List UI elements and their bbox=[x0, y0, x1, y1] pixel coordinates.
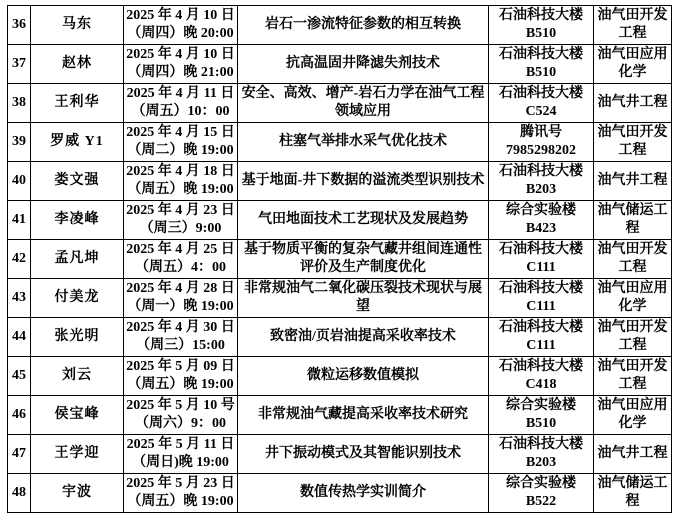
row-number-cell: 39 bbox=[8, 123, 31, 162]
lecture-time: （周二）晚 19:00 bbox=[127, 143, 234, 158]
datetime-cell bbox=[124, 240, 238, 279]
table-row bbox=[8, 240, 672, 279]
location-cell bbox=[489, 6, 594, 45]
datetime-cell bbox=[124, 396, 238, 435]
lecture-date: 2025 年 4 月 18 日 bbox=[126, 164, 235, 180]
table-row bbox=[8, 84, 672, 123]
location-building: 石油科技大楼 bbox=[499, 242, 583, 258]
lecture-title-cell: 安全、高效、增产-岩石力学在油气工程领域应用 bbox=[238, 84, 489, 123]
location-room: C418 bbox=[525, 377, 557, 392]
location-room: C524 bbox=[525, 104, 557, 119]
table-row bbox=[8, 435, 672, 474]
lecture-time: （周五）晚 19:00 bbox=[127, 494, 234, 509]
lecture-title-cell: 微粒运移数值模拟 bbox=[238, 357, 489, 396]
major-cell: 油气田应用化学 bbox=[594, 279, 672, 318]
location-cell bbox=[489, 162, 594, 201]
location-building: 石油科技大楼 bbox=[499, 8, 583, 24]
location-room: B510 bbox=[525, 65, 557, 80]
table-row bbox=[8, 357, 672, 396]
location-room: C111 bbox=[526, 260, 556, 275]
lecture-time: （周五）晚 19:00 bbox=[127, 182, 234, 197]
lecture-date: 2025 年 4 月 11 日 bbox=[126, 86, 235, 102]
location-building: 石油科技大楼 bbox=[499, 164, 583, 180]
lecture-date: 2025 年 5 月 23 日 bbox=[126, 476, 235, 492]
row-number-cell: 46 bbox=[8, 396, 31, 435]
speaker-name-cell: 赵林 bbox=[31, 45, 124, 84]
location-cell bbox=[489, 123, 594, 162]
lecture-time: （周五）晚 19:00 bbox=[127, 377, 234, 392]
lecture-date: 2025 年 5 月 09 日 bbox=[126, 359, 235, 375]
location-cell bbox=[489, 201, 594, 240]
lecture-title-cell: 岩石一渗流特征参数的相互转换 bbox=[238, 6, 489, 45]
major-cell: 油气井工程 bbox=[594, 162, 672, 201]
table-row bbox=[8, 474, 672, 513]
datetime-cell bbox=[124, 474, 238, 513]
lecture-title-cell: 基于物质平衡的复杂气藏井组间连通性评价及生产制度优化 bbox=[238, 240, 489, 279]
location-cell bbox=[489, 240, 594, 279]
speaker-name-cell: 孟凡坤 bbox=[31, 240, 124, 279]
location-room: C111 bbox=[526, 299, 556, 314]
location-building: 石油科技大楼 bbox=[499, 86, 583, 102]
location-building: 腾讯号 bbox=[520, 125, 562, 141]
speaker-name-cell: 马东 bbox=[31, 6, 124, 45]
lecture-title-cell: 致密油/页岩油提高采收率技术 bbox=[238, 318, 489, 357]
row-number-cell: 43 bbox=[8, 279, 31, 318]
lecture-title-cell: 抗高温固井降滤失剂技术 bbox=[238, 45, 489, 84]
major-cell: 油气井工程 bbox=[594, 435, 672, 474]
location-cell bbox=[489, 45, 594, 84]
location-building: 石油科技大楼 bbox=[499, 359, 583, 375]
speaker-name-cell: 王学迎 bbox=[31, 435, 124, 474]
location-room: B522 bbox=[525, 494, 557, 509]
lecture-schedule-table bbox=[7, 5, 672, 513]
location-building: 综合实验楼 bbox=[506, 203, 576, 219]
lecture-date: 2025 年 4 月 30 日 bbox=[126, 320, 235, 336]
location-building: 石油科技大楼 bbox=[499, 437, 583, 453]
lecture-title-cell: 数值传热学实训简介 bbox=[238, 474, 489, 513]
major-cell: 油气田开发工程 bbox=[594, 357, 672, 396]
major-cell: 油气储运工程 bbox=[594, 474, 672, 513]
row-number-cell: 38 bbox=[8, 84, 31, 123]
speaker-name-cell: 侯宝峰 bbox=[31, 396, 124, 435]
table-row bbox=[8, 279, 672, 318]
lecture-date: 2025 年 4 月 28 日 bbox=[126, 281, 235, 297]
speaker-name-cell: 娄文强 bbox=[31, 162, 124, 201]
row-number-cell: 36 bbox=[8, 6, 31, 45]
location-cell bbox=[489, 435, 594, 474]
speaker-name-cell: 罗威 Y1 bbox=[31, 123, 124, 162]
datetime-cell bbox=[124, 435, 238, 474]
datetime-cell bbox=[124, 162, 238, 201]
datetime-cell bbox=[124, 279, 238, 318]
location-building: 综合实验楼 bbox=[506, 476, 576, 492]
datetime-cell bbox=[124, 357, 238, 396]
location-cell bbox=[489, 474, 594, 513]
major-cell: 油气田应用化学 bbox=[594, 45, 672, 84]
table-row bbox=[8, 201, 672, 240]
lecture-date: 2025 年 4 月 23 日 bbox=[126, 203, 235, 219]
lecture-title-cell: 柱塞气举排水采气优化技术 bbox=[238, 123, 489, 162]
table-row bbox=[8, 123, 672, 162]
lecture-date: 2025 年 4 月 15 日 bbox=[126, 125, 235, 141]
location-cell bbox=[489, 279, 594, 318]
table-row bbox=[8, 45, 672, 84]
major-cell: 油气田开发工程 bbox=[594, 240, 672, 279]
row-number-cell: 40 bbox=[8, 162, 31, 201]
row-number-cell: 41 bbox=[8, 201, 31, 240]
schedule-table-body bbox=[8, 6, 672, 513]
major-cell: 油气田应用化学 bbox=[594, 396, 672, 435]
datetime-cell bbox=[124, 6, 238, 45]
lecture-time: （周五）10：00 bbox=[131, 104, 230, 119]
row-number-cell: 42 bbox=[8, 240, 31, 279]
lecture-time: （周一）晚 19:00 bbox=[127, 299, 234, 314]
lecture-title-cell: 非常规油气二氧化碳压裂技术现状与展望 bbox=[238, 279, 489, 318]
lecture-date: 2025 年 5 月 10 号 bbox=[126, 398, 235, 414]
location-room: B510 bbox=[525, 416, 557, 431]
datetime-cell bbox=[124, 318, 238, 357]
lecture-title-cell: 井下振动模式及其智能识别技术 bbox=[238, 435, 489, 474]
location-cell bbox=[489, 357, 594, 396]
lecture-time: （周六）9：00 bbox=[135, 416, 226, 431]
lecture-time: （周四）晚 20:00 bbox=[127, 26, 234, 41]
lecture-time: （周三）9:00 bbox=[139, 221, 222, 236]
location-cell bbox=[489, 396, 594, 435]
datetime-cell bbox=[124, 84, 238, 123]
row-number-cell: 45 bbox=[8, 357, 31, 396]
location-building: 石油科技大楼 bbox=[499, 281, 583, 297]
location-room: 7985298202 bbox=[506, 143, 576, 158]
row-number-cell: 37 bbox=[8, 45, 31, 84]
speaker-name-cell: 刘云 bbox=[31, 357, 124, 396]
location-building: 综合实验楼 bbox=[506, 398, 576, 414]
lecture-time: （周五）4：00 bbox=[135, 260, 226, 275]
schedule-table-container bbox=[7, 5, 672, 513]
lecture-time: （周日)晚 19:00 bbox=[132, 455, 229, 470]
location-room: B510 bbox=[525, 26, 557, 41]
row-number-cell: 44 bbox=[8, 318, 31, 357]
table-row bbox=[8, 6, 672, 45]
datetime-cell bbox=[124, 201, 238, 240]
datetime-cell bbox=[124, 45, 238, 84]
lecture-date: 2025 年 4 月 10 日 bbox=[126, 47, 235, 63]
lecture-time: （周三）15:00 bbox=[136, 338, 225, 353]
location-room: B423 bbox=[525, 221, 557, 236]
location-cell bbox=[489, 318, 594, 357]
location-building: 石油科技大楼 bbox=[499, 47, 583, 63]
speaker-name-cell: 张光明 bbox=[31, 318, 124, 357]
lecture-time: （周四）晚 21:00 bbox=[127, 65, 234, 80]
major-cell: 油气田开发工程 bbox=[594, 123, 672, 162]
row-number-cell: 47 bbox=[8, 435, 31, 474]
location-room: B203 bbox=[525, 455, 557, 470]
speaker-name-cell: 宇波 bbox=[31, 474, 124, 513]
major-cell: 油气井工程 bbox=[594, 84, 672, 123]
table-row bbox=[8, 162, 672, 201]
major-cell: 油气田开发工程 bbox=[594, 318, 672, 357]
lecture-date: 2025 年 5 月 11 日 bbox=[126, 437, 235, 453]
location-room: C111 bbox=[526, 338, 556, 353]
location-cell bbox=[489, 84, 594, 123]
location-building: 石油科技大楼 bbox=[499, 320, 583, 336]
speaker-name-cell: 李凌峰 bbox=[31, 201, 124, 240]
lecture-title-cell: 基于地面-井下数据的溢流类型识别技术 bbox=[238, 162, 489, 201]
table-row bbox=[8, 396, 672, 435]
datetime-cell bbox=[124, 123, 238, 162]
row-number-cell: 48 bbox=[8, 474, 31, 513]
major-cell: 油气储运工程 bbox=[594, 201, 672, 240]
speaker-name-cell: 付美龙 bbox=[31, 279, 124, 318]
lecture-date: 2025 年 4 月 25 日 bbox=[126, 242, 235, 258]
speaker-name-cell: 王利华 bbox=[31, 84, 124, 123]
table-row bbox=[8, 318, 672, 357]
lecture-title-cell: 非常规油气藏提高采收率技术研究 bbox=[238, 396, 489, 435]
lecture-date: 2025 年 4 月 10 日 bbox=[126, 8, 235, 24]
lecture-title-cell: 气田地面技术工艺现状及发展趋势 bbox=[238, 201, 489, 240]
major-cell: 油气田开发工程 bbox=[594, 6, 672, 45]
location-room: B203 bbox=[525, 182, 557, 197]
